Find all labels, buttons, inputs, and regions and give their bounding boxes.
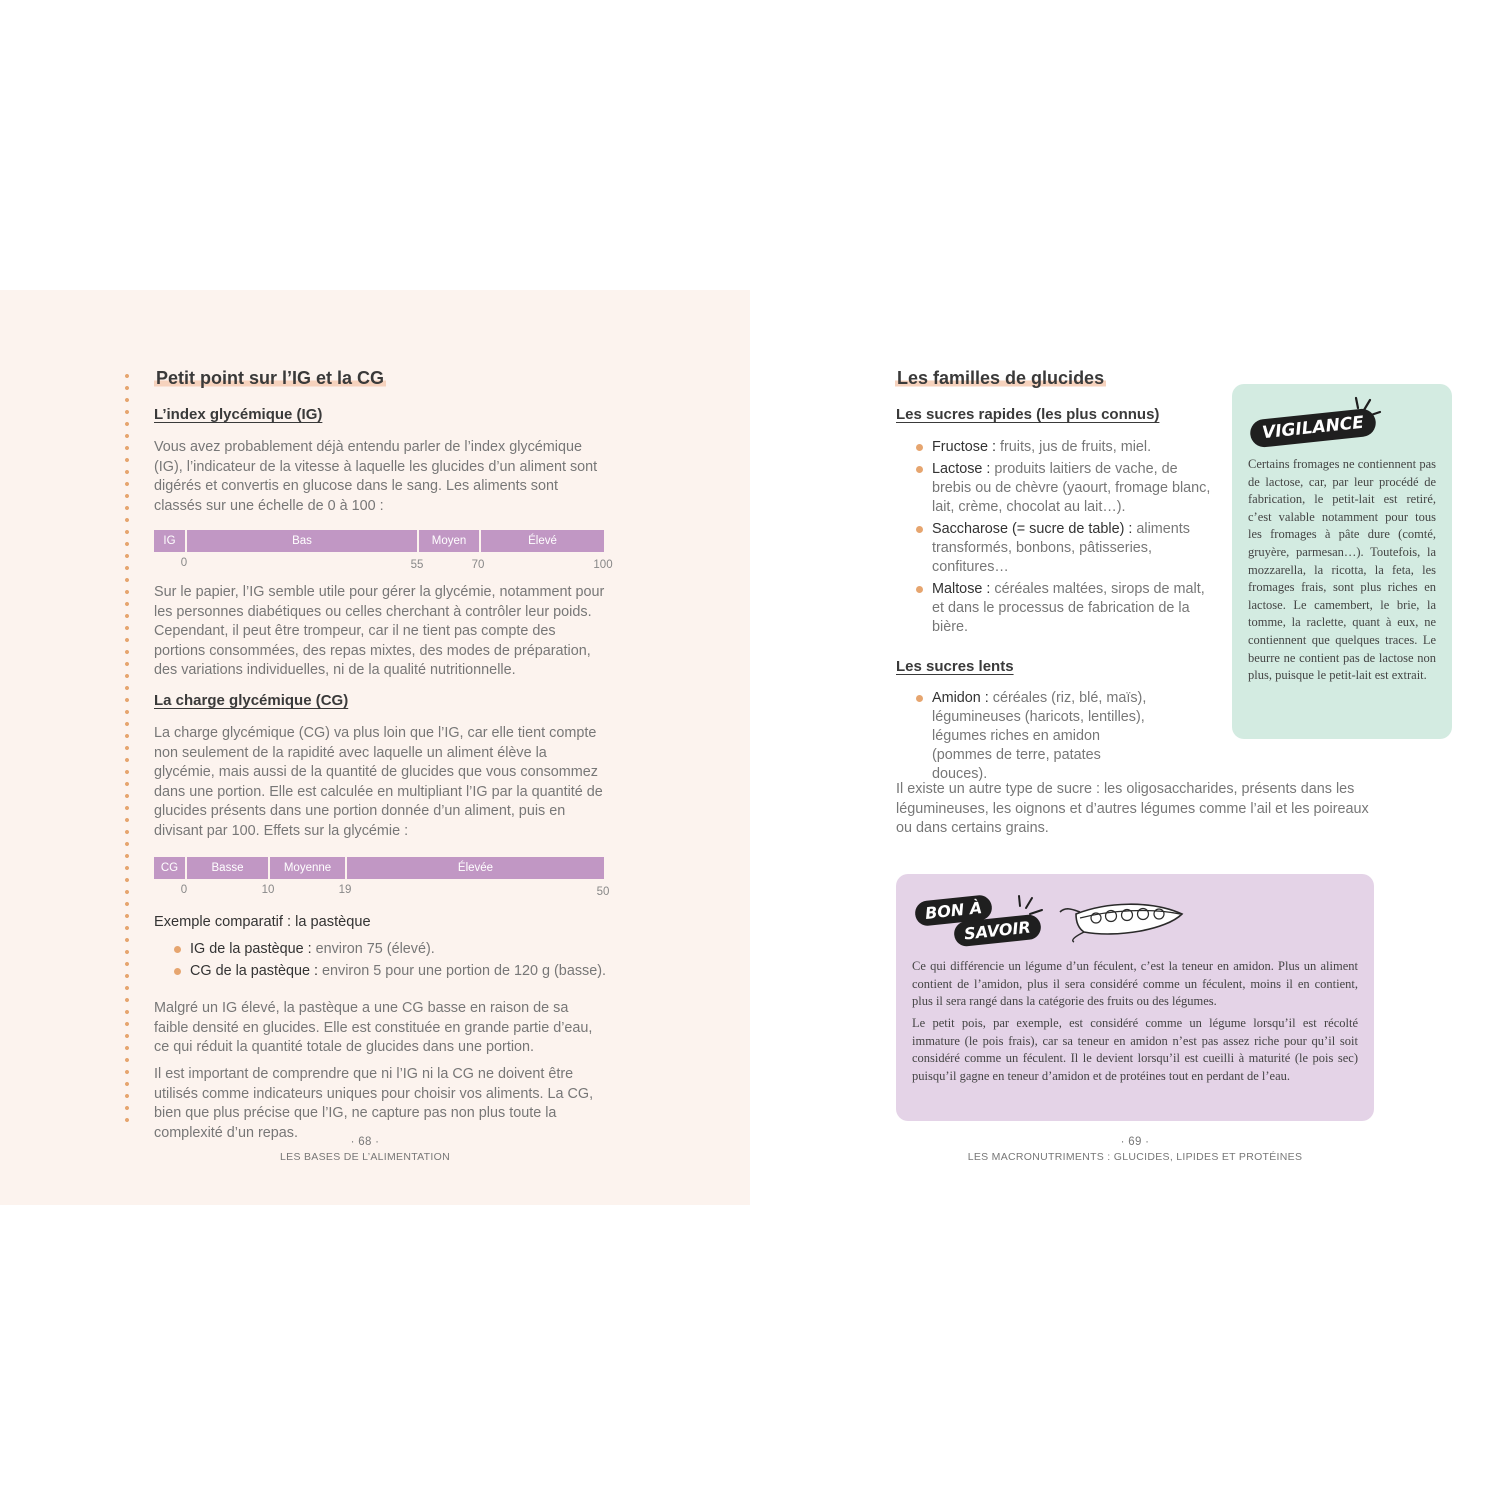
list-item: Saccharose (= sucre de table) : aliments transformés, bonbons, pâtisseries, confitures…	[914, 520, 1214, 577]
cg-tick-19: 19	[338, 884, 352, 896]
cg-scale-label: CG	[154, 857, 185, 879]
list-item: IG de la pastèque : environ 75 (élevé).	[172, 940, 612, 959]
cg-scale	[154, 857, 604, 879]
ig-tick-0: 0	[180, 557, 188, 569]
cg-tick-0: 0	[180, 884, 188, 896]
cg-heading: La charge glycémique (CG)	[154, 692, 349, 709]
ig-scale-label: IG	[154, 530, 185, 552]
oligosaccharides-paragraph: Il existe un autre type de sucre : les oligosaccharides, présents dans les légumineuses, les oignons et d’autres légumes comme l’ail et les poireaux ou dans certains grains.	[896, 781, 1369, 836]
ig-tick-55: 55	[410, 559, 424, 571]
emphasis-strokes-icon	[1016, 892, 1046, 918]
conclusion-paragraph-1: Malgré un IG élevé, la pastèque a une CG basse en raison de sa faible densité en glucides. Elle est constituée en grande partie d’eau, ce qui réduit la quantité totale de glucides dans une portion.	[154, 1000, 593, 1055]
conclusion-paragraph-2: Il est important de comprendre que ni l’IG ni la CG ne doivent être utilisés comme indicateurs uniques pour choisir vos aliments. La CG, bien que plus précise que l’IG, ne capture pas non plus toute la complexité d’un repas.	[154, 1066, 594, 1141]
list-item: Lactose : produits laitiers de vache, de brebis ou de chèvre (yaourt, fromage blanc, lait, crème, chocolat au lait…).	[914, 460, 1214, 517]
vigilance-text: Certains fromages ne contiennent pas de lactose, car, par leur procédé de fabrication, le petit-lait est retiré, c’est valable notamment pour tous les fromages à pâte dure (comté, gruyère, parmesan…). Toutefois, la mozzarella, la ricotta, la feta, les fromages frais, sont plus riches en lactose. Le camembert, le brie, la tomme, la raclette, quant à eux, ne contiennent que quelques traces. Le beurre ne contient pas de lactose non plus, puisque le petit-lait est extrait.	[1248, 457, 1436, 683]
emphasis-strokes-icon	[1352, 394, 1386, 420]
left-page-title: Petit point sur l’IG et la CG	[156, 368, 385, 388]
page-number-68: · 68 ·	[350, 1136, 380, 1148]
ig-tick-100: 100	[593, 559, 613, 571]
cg-segment-high: Élevée	[345, 857, 604, 879]
cg-segment-low: Basse	[185, 857, 268, 879]
rapid-sugars-heading: Les sucres rapides (les plus connus)	[896, 406, 1160, 423]
pea-pod-icon	[1056, 896, 1188, 944]
bon-a-savoir-paragraph-2: Le petit pois, par exemple, est considéré comme un légume lorsqu’il est récolté immature (le pois frais), car sa teneur en amidon n’est pas assez riche pour qu’il soit considéré comme un féculent. Il le devient lorsqu’il est cueilli à maturité (le pois sec) puisqu’il gagne en teneur d’amidon et de protéines tout en perdant de l’eau.	[912, 1016, 1358, 1083]
rapid-sugars-list	[914, 438, 1214, 640]
cg-segment-medium: Moyenne	[268, 857, 345, 879]
list-item: Amidon : céréales (riz, blé, maïs), légumineuses (haricots, lentilles), légumes riches en amidon (pommes de terre, patates douces).	[914, 689, 1154, 784]
right-page-title: Les familles de glucides	[897, 368, 1105, 388]
bon-a-savoir-badge-line1: BON À	[914, 894, 993, 927]
slow-sugars-heading: Les sucres lents	[896, 658, 1014, 675]
ig-tick-70: 70	[471, 559, 485, 571]
ig-heading: L’index glycémique (IG)	[154, 406, 323, 423]
running-footer-right: LES MACRONUTRIMENTS : GLUCIDES, LIPIDES ET PROTÉINES	[967, 1151, 1303, 1163]
ig-segment-low: Bas	[185, 530, 417, 552]
bon-a-savoir-badge-line2: SAVOIR	[953, 914, 1042, 948]
list-item: Fructose : fruits, jus de fruits, miel.	[914, 438, 1214, 457]
example-title: Exemple comparatif : la pastèque	[154, 914, 371, 930]
left-footer	[240, 1136, 490, 1163]
slow-sugars-list	[914, 689, 1154, 787]
list-item: CG de la pastèque : environ 5 pour une portion de 120 g (basse).	[172, 962, 612, 981]
ig-segment-high: Élevé	[479, 530, 604, 552]
bon-a-savoir-paragraph-1: Ce qui différencie un légume d’un féculent, c’est la teneur en amidon. Plus un aliment contient de l’amidon, plus il sera considéré comme un féculent, moins il en contient, plus il sera rangé dans la catégorie des fruits ou des légumes.	[912, 959, 1358, 1009]
page-number-69: · 69 ·	[1120, 1136, 1150, 1148]
cg-tick-10: 10	[261, 884, 275, 896]
ig-intro: Vous avez probablement déjà entendu parler de l’index glycémique (IG), l’indicateur de la vitesse à laquelle les glucides d’un aliment sont digérés et convertis en glucose dans le sang. Les aliments sont classés sur une échelle de 0 à 100 :	[154, 439, 598, 514]
vigilance-badge: VIGILANCE	[1249, 407, 1377, 448]
ig-paragraph-2: Sur le papier, l’IG semble utile pour gérer la glycémie, notamment pour les personnes diabétiques ou celles cherchant à contrôler leur poids. Cependant, il peut être trompeur, car il ne tient pas compte des portions consommées, des repas mixtes, des modes de préparation, des variations individuelles, ni de la qualité nutritionnelle.	[154, 584, 605, 678]
right-footer	[960, 1136, 1310, 1163]
cg-intro: La charge glycémique (CG) va plus loin que l’IG, car elle tient compte non seulement de la rapidité avec laquelle un aliment élève la glycémie, mais aussi de la quantité de glucides que vous consommez dans une portion. Elle est calculée en multipliant l’IG par la quantité de glucides présents dans une portion donnée d’un aliment, puis en divisant par 100. Effets sur la glycémie :	[154, 725, 603, 839]
running-footer-left: LES BASES DE L’ALIMENTATION	[280, 1151, 450, 1163]
cg-tick-50: 50	[596, 886, 610, 898]
ig-segment-medium: Moyen	[417, 530, 479, 552]
example-list	[172, 940, 612, 984]
ig-scale	[154, 530, 604, 552]
dotted-rule-decoration	[122, 370, 132, 1130]
list-item: Maltose : céréales maltées, sirops de malt, et dans le processus de fabrication de la bière.	[914, 580, 1214, 637]
